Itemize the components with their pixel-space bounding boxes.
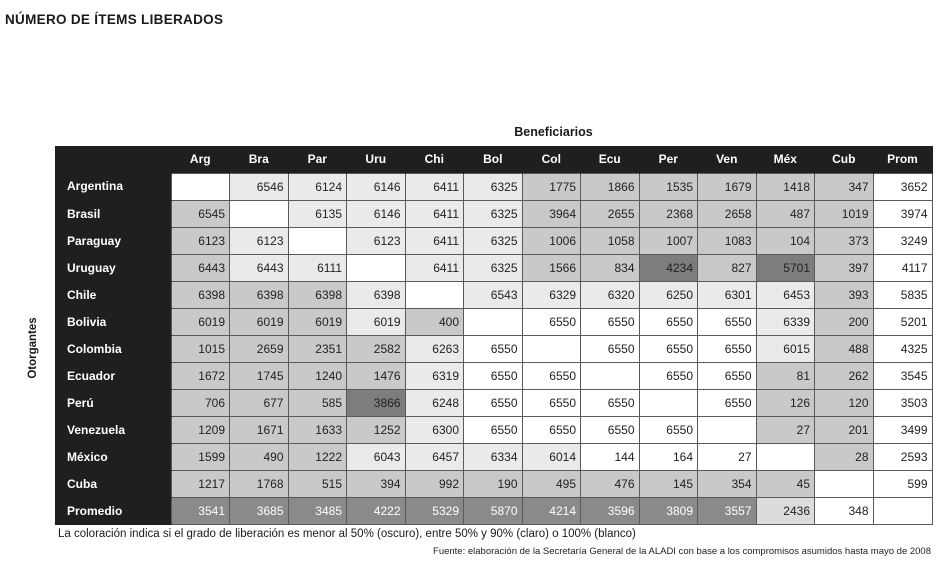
table-cell: 6263: [405, 335, 464, 362]
table-cell: 6545: [171, 200, 230, 227]
table-cell: 6550: [581, 335, 640, 362]
table-cell: 27: [756, 416, 815, 443]
table-cell: 6325: [464, 227, 523, 254]
row-header: Ecuador: [55, 362, 171, 389]
table-cell: 200: [815, 308, 874, 335]
table-cell: 400: [405, 308, 464, 335]
row-header: Bolivia: [55, 308, 171, 335]
table-cell: [171, 173, 230, 200]
table-cell: 6123: [171, 227, 230, 254]
table-cell: 5870: [464, 497, 523, 524]
table-cell: 1679: [698, 173, 757, 200]
table-cell: 126: [756, 389, 815, 416]
table-row: [55, 362, 932, 389]
table-cell: 2351: [288, 335, 347, 362]
table-cell: 45: [756, 470, 815, 497]
table-cell: [347, 254, 406, 281]
table-cell: 1006: [522, 227, 581, 254]
table-cell: 4117: [873, 254, 932, 281]
table-cell: 1476: [347, 362, 406, 389]
table-cell: 6301: [698, 281, 757, 308]
table-cell: 4222: [347, 497, 406, 524]
column-header: Chi: [405, 146, 464, 173]
table-cell: 81: [756, 362, 815, 389]
table-cell: 1019: [815, 200, 874, 227]
table-cell: 3964: [522, 200, 581, 227]
column-header: Bra: [230, 146, 289, 173]
table-cell: 6550: [698, 389, 757, 416]
table-cell: 1240: [288, 362, 347, 389]
table-cell: 6550: [639, 362, 698, 389]
table-cell: 6550: [522, 362, 581, 389]
color-legend-note: La coloración indica si el grado de liberación es menor al 50% (oscuro), entre 50% y 90% (claro) o 100% (blanco): [58, 528, 636, 540]
table-cell: 6550: [464, 362, 523, 389]
table-cell: 2593: [873, 443, 932, 470]
table-cell: 1866: [581, 173, 640, 200]
table-cell: 394: [347, 470, 406, 497]
column-header: Col: [522, 146, 581, 173]
table-cell: 992: [405, 470, 464, 497]
table-cell: 515: [288, 470, 347, 497]
table-cell: 6398: [288, 281, 347, 308]
table-cell: 1672: [171, 362, 230, 389]
row-header: Brasil: [55, 200, 171, 227]
table-cell: 6550: [581, 308, 640, 335]
table-cell: 6250: [639, 281, 698, 308]
table-cell: 2582: [347, 335, 406, 362]
table-cell: 5835: [873, 281, 932, 308]
table-cell: 6019: [230, 308, 289, 335]
table-cell: 5701: [756, 254, 815, 281]
table-cell: 1768: [230, 470, 289, 497]
table-cell: 1535: [639, 173, 698, 200]
table-cell: [464, 308, 523, 335]
table-cell: 1633: [288, 416, 347, 443]
row-header: Argentina: [55, 173, 171, 200]
table-cell: 6443: [230, 254, 289, 281]
column-header: Bol: [464, 146, 523, 173]
liberation-matrix-table: [55, 146, 933, 525]
table-cell: 3652: [873, 173, 932, 200]
table-cell: 6015: [756, 335, 815, 362]
table-cell: 1209: [171, 416, 230, 443]
table-cell: 3809: [639, 497, 698, 524]
table-cell: 6453: [756, 281, 815, 308]
table-row: [55, 281, 932, 308]
table-cell: 6319: [405, 362, 464, 389]
table-cell: 2659: [230, 335, 289, 362]
table-cell: 6398: [347, 281, 406, 308]
page-title: NÚMERO DE ÍTEMS LIBERADOS: [5, 12, 224, 27]
table-cell: 488: [815, 335, 874, 362]
table-body: [55, 173, 932, 524]
table-cell: 4234: [639, 254, 698, 281]
table-cell: 827: [698, 254, 757, 281]
table-cell: 6550: [581, 416, 640, 443]
table-cell: 6146: [347, 173, 406, 200]
table-cell: 6443: [171, 254, 230, 281]
table-cell: 6398: [171, 281, 230, 308]
table-cell: 27: [698, 443, 757, 470]
table-cell: 6019: [288, 308, 347, 335]
table-cell: 144: [581, 443, 640, 470]
row-header: Paraguay: [55, 227, 171, 254]
table-cell: 3499: [873, 416, 932, 443]
table-cell: 3545: [873, 362, 932, 389]
table-cell: 2368: [639, 200, 698, 227]
table-cell: 6300: [405, 416, 464, 443]
table-cell: 6550: [639, 335, 698, 362]
table-cell: [522, 335, 581, 362]
table-cell: 145: [639, 470, 698, 497]
table-row: [55, 470, 932, 497]
table-cell: 1566: [522, 254, 581, 281]
table-cell: 6550: [698, 362, 757, 389]
table-cell: 834: [581, 254, 640, 281]
table-cell: 3557: [698, 497, 757, 524]
row-group-label: Otorgantes: [27, 317, 39, 379]
table-cell: [815, 470, 874, 497]
table-cell: 6543: [464, 281, 523, 308]
table-cell: 397: [815, 254, 874, 281]
column-header: Prom: [873, 146, 932, 173]
table-cell: 490: [230, 443, 289, 470]
column-header: Par: [288, 146, 347, 173]
table-cell: 3866: [347, 389, 406, 416]
table-cell: 1007: [639, 227, 698, 254]
table-cell: 1015: [171, 335, 230, 362]
table-row: [55, 443, 932, 470]
table-cell: 476: [581, 470, 640, 497]
table-cell: 6550: [522, 308, 581, 335]
table-cell: 3249: [873, 227, 932, 254]
table-cell: 599: [873, 470, 932, 497]
table-cell: 393: [815, 281, 874, 308]
table-cell: 1083: [698, 227, 757, 254]
table-row: [55, 308, 932, 335]
table-cell: 6320: [581, 281, 640, 308]
row-header: Promedio: [55, 497, 171, 524]
table-cell: 4325: [873, 335, 932, 362]
table-cell: 2658: [698, 200, 757, 227]
column-header: Uru: [347, 146, 406, 173]
table-cell: 706: [171, 389, 230, 416]
table-cell: 3485: [288, 497, 347, 524]
row-header: Chile: [55, 281, 171, 308]
column-header: Méx: [756, 146, 815, 173]
table-cell: 6334: [464, 443, 523, 470]
table-cell: 6411: [405, 173, 464, 200]
table-cell: 6550: [522, 416, 581, 443]
table-cell: 6550: [522, 389, 581, 416]
table-row: [55, 173, 932, 200]
table-cell: 6411: [405, 254, 464, 281]
table-row: [55, 200, 932, 227]
table-cell: 6550: [464, 389, 523, 416]
table-cell: 6248: [405, 389, 464, 416]
table-cell: 1599: [171, 443, 230, 470]
table-cell: 3974: [873, 200, 932, 227]
table-cell: 262: [815, 362, 874, 389]
table-cell: 354: [698, 470, 757, 497]
table-cell: 6019: [171, 308, 230, 335]
table-cell: 4214: [522, 497, 581, 524]
table-cell: 164: [639, 443, 698, 470]
table-cell: 1217: [171, 470, 230, 497]
row-header: Uruguay: [55, 254, 171, 281]
table-cell: 348: [815, 497, 874, 524]
table-cell: 6550: [639, 416, 698, 443]
table-cell: 201: [815, 416, 874, 443]
table-cell: 6398: [230, 281, 289, 308]
table-cell: 6325: [464, 173, 523, 200]
table-cell: 6329: [522, 281, 581, 308]
row-header: Venezuela: [55, 416, 171, 443]
table-row: [55, 389, 932, 416]
table-cell: 6043: [347, 443, 406, 470]
source-note: Fuente: elaboración de la Secretaría General de la ALADI con base a los compromisos asumidos hasta mayo de 2008: [433, 546, 931, 557]
table-cell: 104: [756, 227, 815, 254]
table-row: [55, 227, 932, 254]
column-header: Ven: [698, 146, 757, 173]
table-cell: 6550: [698, 335, 757, 362]
table-cell: 1775: [522, 173, 581, 200]
table-cell: 677: [230, 389, 289, 416]
column-header: Cub: [815, 146, 874, 173]
table-cell: 1745: [230, 362, 289, 389]
table-cell: 6339: [756, 308, 815, 335]
table-cell: [873, 497, 932, 524]
table-row: [55, 335, 932, 362]
table-cell: 1418: [756, 173, 815, 200]
corner-cell: [55, 146, 171, 173]
table-cell: 3596: [581, 497, 640, 524]
table-row: [55, 254, 932, 281]
table-cell: 6111: [288, 254, 347, 281]
table-cell: 6550: [639, 308, 698, 335]
table-cell: 6550: [581, 389, 640, 416]
table-cell: 1058: [581, 227, 640, 254]
table-cell: 6124: [288, 173, 347, 200]
table-cell: 6325: [464, 200, 523, 227]
table-cell: 6550: [698, 308, 757, 335]
row-header: Perú: [55, 389, 171, 416]
table-cell: 1222: [288, 443, 347, 470]
table-cell: 5201: [873, 308, 932, 335]
table-cell: 487: [756, 200, 815, 227]
table-cell: 6135: [288, 200, 347, 227]
table-cell: 6146: [347, 200, 406, 227]
table-cell: 2655: [581, 200, 640, 227]
table-cell: 3503: [873, 389, 932, 416]
table-cell: [230, 200, 289, 227]
table-cell: 6457: [405, 443, 464, 470]
column-header: Ecu: [581, 146, 640, 173]
table-cell: 120: [815, 389, 874, 416]
table-cell: 1252: [347, 416, 406, 443]
table-row: [55, 497, 932, 524]
table-cell: 6550: [464, 335, 523, 362]
table-cell: 5329: [405, 497, 464, 524]
table-row: [55, 416, 932, 443]
table-cell: 3541: [171, 497, 230, 524]
column-header: Arg: [171, 146, 230, 173]
table-cell: 190: [464, 470, 523, 497]
table-cell: 3685: [230, 497, 289, 524]
row-header: Colombia: [55, 335, 171, 362]
table-cell: 373: [815, 227, 874, 254]
table-cell: [288, 227, 347, 254]
table-cell: [756, 443, 815, 470]
table-cell: 347: [815, 173, 874, 200]
table-cell: 6411: [405, 200, 464, 227]
table-cell: 6546: [230, 173, 289, 200]
table-cell: 585: [288, 389, 347, 416]
table-cell: [698, 416, 757, 443]
header-row: [55, 146, 932, 173]
table-cell: 6123: [347, 227, 406, 254]
row-header: México: [55, 443, 171, 470]
table-cell: 6325: [464, 254, 523, 281]
table-cell: [405, 281, 464, 308]
table-cell: 6411: [405, 227, 464, 254]
table-cell: 6123: [230, 227, 289, 254]
table-cell: 495: [522, 470, 581, 497]
table-cell: [581, 362, 640, 389]
table-cell: 2436: [756, 497, 815, 524]
column-group-label: Beneficiarios: [514, 125, 593, 139]
table-cell: 1671: [230, 416, 289, 443]
table-cell: [639, 389, 698, 416]
table-cell: 6019: [347, 308, 406, 335]
table-cell: 6550: [464, 416, 523, 443]
row-header: Cuba: [55, 470, 171, 497]
column-header: Per: [639, 146, 698, 173]
table-cell: 28: [815, 443, 874, 470]
table-cell: 6014: [522, 443, 581, 470]
